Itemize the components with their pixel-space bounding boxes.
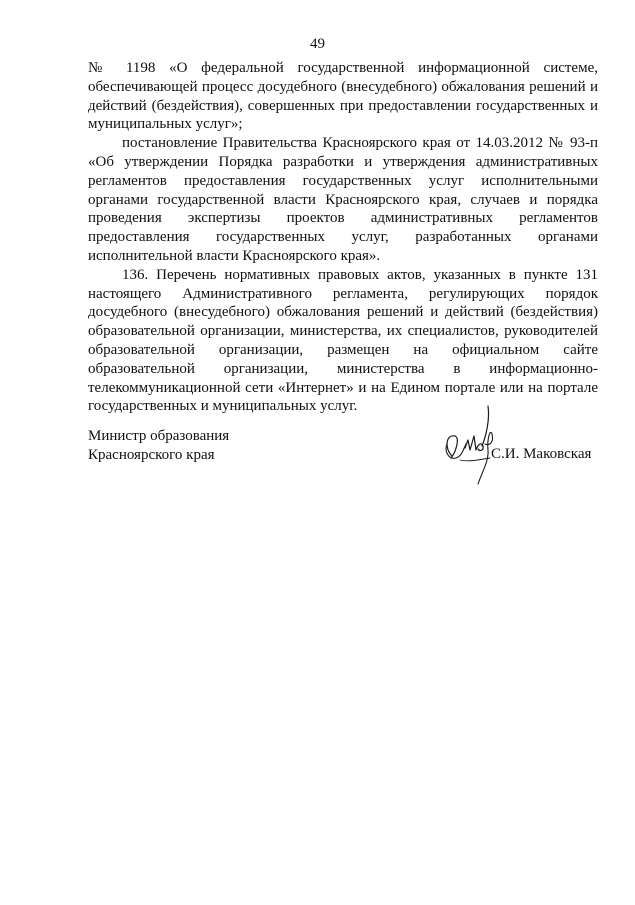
- signatory-position-line2: Красноярского края: [88, 446, 215, 463]
- signatory-position-line1: Министр образования: [88, 428, 230, 444]
- paragraph-government-resolution: постановление Правительства Красноярского края от 14.03.2012 № 93-п «Об утверждении Порядка разработки и утверждения административных регламентов предоставления государственных услуг исполнительными органами государственной власти Красноярского края, случаев и порядка проведения экспертизы проектов административных регламентов предоставления государственных услуг, разработанных органами исполнительной власти Красноярского края».: [88, 135, 598, 264]
- paragraph-item-136: 136. Перечень нормативных правовых актов, указанных в пункте 131 настоящего Административного регламента, регулирующих порядок досудебного (внесудебного) обжалования решений и действий (бездействия) образовательной организации, министерства, их специалистов, руководителей образовательной организации, размещен на официальном сайте образовательной организации, министерства в информационно-телекоммуникационной сети «Интернет» и на Едином портале или на портале государственных и муниципальных услуг.: [88, 266, 598, 415]
- paragraph-continuation: № 1198 «О федеральной государственной информационной системе, обеспечивающей процесс досудебного (внесудебного) обжалования решений и действий (бездействия), совершенных при предоставлении государственных и муниципальных услуг»;: [88, 60, 598, 133]
- document-body: [88, 59, 598, 416]
- signatory-position: [88, 427, 229, 465]
- page-number: 49: [310, 36, 325, 52]
- handwritten-signature: [438, 400, 502, 488]
- signatory-name: С.И. Маковская: [491, 446, 592, 462]
